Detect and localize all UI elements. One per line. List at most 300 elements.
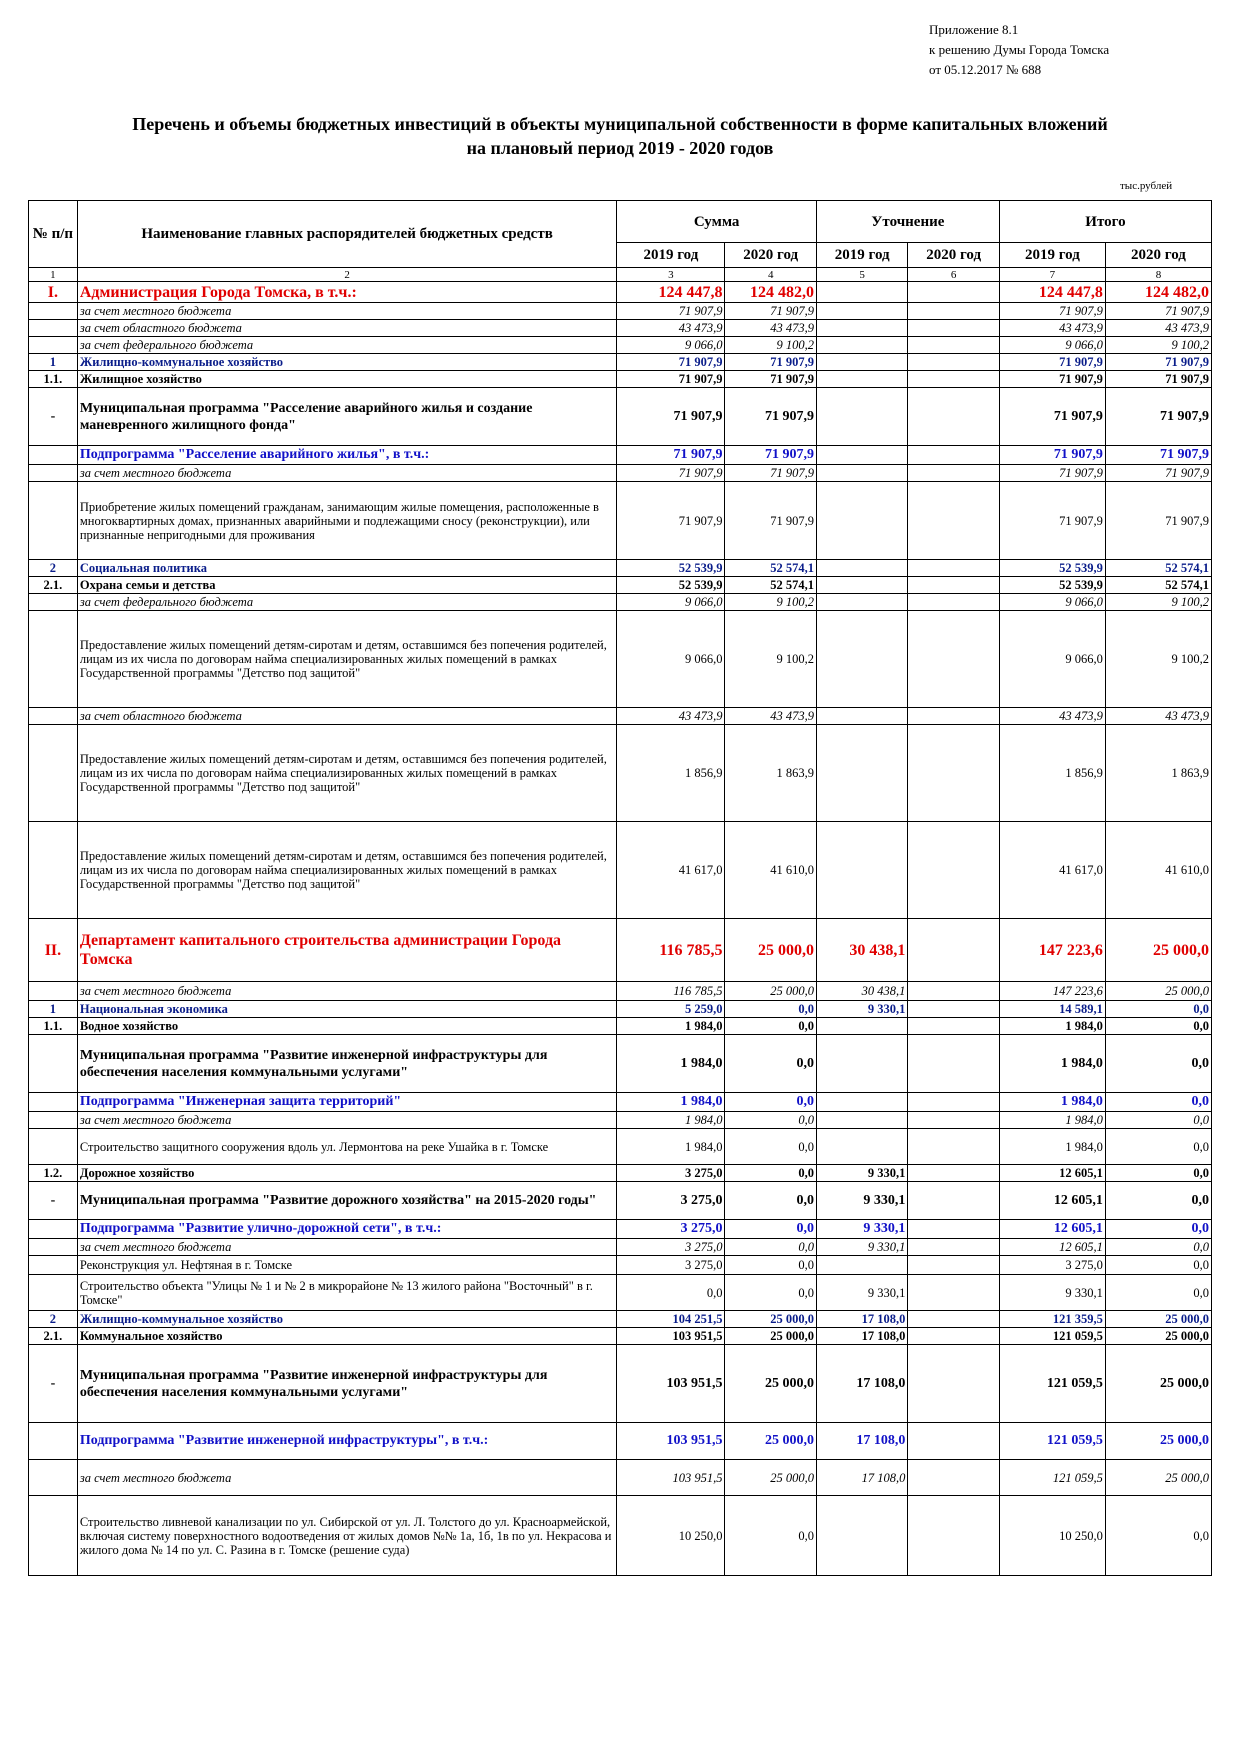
row-number <box>29 1035 78 1093</box>
cell-total-2019: 10 250,0 <box>999 1496 1105 1576</box>
annex-block <box>929 20 1109 80</box>
row-number <box>29 594 78 611</box>
row-name: Водное хозяйство <box>77 1018 617 1035</box>
cell-total-2020: 0,0 <box>1105 1165 1211 1182</box>
cell-sum-2020: 0,0 <box>725 1018 816 1035</box>
cell-clarif-2019: 9 330,1 <box>816 1165 907 1182</box>
cell-total-2020: 0,0 <box>1105 1239 1211 1256</box>
column-number: 5 <box>816 268 907 282</box>
cell-total-2020: 71 907,9 <box>1105 465 1211 482</box>
cell-clarif-2019: 30 438,1 <box>816 919 907 982</box>
cell-sum-2019: 1 984,0 <box>617 1093 725 1112</box>
table-row <box>29 1423 1212 1460</box>
column-number: 6 <box>908 268 999 282</box>
cell-clarif-2019 <box>816 465 907 482</box>
row-name: за счет областного бюджета <box>77 320 617 337</box>
header-year: 2019 год <box>999 243 1105 268</box>
cell-sum-2019: 3 275,0 <box>617 1165 725 1182</box>
table-row <box>29 1220 1212 1239</box>
cell-total-2019: 147 223,6 <box>999 919 1105 982</box>
cell-clarif-2020 <box>908 320 999 337</box>
row-number <box>29 303 78 320</box>
row-name: Предоставление жилых помещений детям-сиротам и детям, оставшимся без попечения родителей, лицам из их числа по договорам найма специализированных жилых помещений в рамках Государственной программы "Детство под защитой" <box>77 725 617 822</box>
table-row <box>29 1256 1212 1275</box>
cell-sum-2019: 71 907,9 <box>617 482 725 560</box>
row-number <box>29 465 78 482</box>
cell-sum-2020: 71 907,9 <box>725 446 816 465</box>
table-row <box>29 354 1212 371</box>
cell-clarif-2019 <box>816 446 907 465</box>
row-number <box>29 320 78 337</box>
row-number: II. <box>29 919 78 982</box>
row-number: - <box>29 388 78 446</box>
row-name: Подпрограмма "Развитие инженерной инфраструктуры", в т.ч.: <box>77 1423 617 1460</box>
row-name: Приобретение жилых помещений гражданам, занимающим жилые помещения, расположенные в многоквартирных домах, признанных аварийными и подлежащими сносу (реконструкции), или признанные непригодными для проживания <box>77 482 617 560</box>
row-name: за счет федерального бюджета <box>77 594 617 611</box>
cell-sum-2020: 0,0 <box>725 1129 816 1165</box>
table-row <box>29 1182 1212 1220</box>
cell-sum-2019: 71 907,9 <box>617 388 725 446</box>
row-name: Муниципальная программа "Развитие инженерной инфраструктуры для обеспечения населения коммунальными услугами" <box>77 1035 617 1093</box>
cell-total-2020: 41 610,0 <box>1105 822 1211 919</box>
cell-sum-2020: 0,0 <box>725 1112 816 1129</box>
cell-sum-2020: 25 000,0 <box>725 1345 816 1423</box>
row-number: 2 <box>29 560 78 577</box>
cell-clarif-2020 <box>908 725 999 822</box>
row-number <box>29 982 78 1001</box>
cell-sum-2020: 25 000,0 <box>725 1311 816 1328</box>
row-number: - <box>29 1345 78 1423</box>
cell-total-2019: 12 605,1 <box>999 1165 1105 1182</box>
cell-sum-2020: 0,0 <box>725 1182 816 1220</box>
header-num <box>29 201 78 268</box>
cell-clarif-2019: 9 330,1 <box>816 1275 907 1311</box>
cell-sum-2019: 103 951,5 <box>617 1423 725 1460</box>
column-number: 4 <box>725 268 816 282</box>
cell-clarif-2020 <box>908 1345 999 1423</box>
cell-total-2019: 147 223,6 <box>999 982 1105 1001</box>
cell-sum-2020: 0,0 <box>725 1165 816 1182</box>
row-number: 1.1. <box>29 371 78 388</box>
table-row <box>29 1496 1212 1576</box>
cell-clarif-2020 <box>908 303 999 320</box>
cell-sum-2019: 5 259,0 <box>617 1001 725 1018</box>
cell-clarif-2020 <box>908 577 999 594</box>
column-number: 2 <box>77 268 617 282</box>
cell-total-2020: 0,0 <box>1105 1001 1211 1018</box>
header-year: 2019 год <box>617 243 725 268</box>
cell-total-2019: 52 539,9 <box>999 560 1105 577</box>
cell-total-2020: 9 100,2 <box>1105 611 1211 708</box>
cell-total-2019: 9 330,1 <box>999 1275 1105 1311</box>
cell-sum-2019: 3 275,0 <box>617 1220 725 1239</box>
cell-clarif-2019 <box>816 577 907 594</box>
cell-clarif-2019: 17 108,0 <box>816 1423 907 1460</box>
cell-total-2019: 121 059,5 <box>999 1345 1105 1423</box>
cell-clarif-2020 <box>908 1275 999 1311</box>
cell-sum-2020: 0,0 <box>725 1496 816 1576</box>
cell-total-2020: 25 000,0 <box>1105 1460 1211 1496</box>
cell-clarif-2020 <box>908 1423 999 1460</box>
row-number: 2.1. <box>29 1328 78 1345</box>
cell-total-2020: 71 907,9 <box>1105 482 1211 560</box>
cell-sum-2019: 71 907,9 <box>617 303 725 320</box>
table-row <box>29 337 1212 354</box>
cell-total-2020: 124 482,0 <box>1105 282 1211 303</box>
cell-total-2020: 43 473,9 <box>1105 708 1211 725</box>
document-title <box>0 112 1240 160</box>
row-name: Предоставление жилых помещений детям-сиротам и детям, оставшимся без попечения родителей, лицам из их числа по договорам найма специализированных жилых помещений в рамках Государственной программы "Детство под защитой" <box>77 611 617 708</box>
cell-sum-2019: 1 984,0 <box>617 1035 725 1093</box>
cell-clarif-2019: 9 330,1 <box>816 1182 907 1220</box>
cell-clarif-2020 <box>908 1129 999 1165</box>
title-line: Перечень и объемы бюджетных инвестиций в объекты муниципальной собственности в форме капитальных вложений <box>132 114 1108 134</box>
cell-clarif-2020 <box>908 708 999 725</box>
cell-sum-2019: 124 447,8 <box>617 282 725 303</box>
cell-sum-2020: 0,0 <box>725 1001 816 1018</box>
row-number <box>29 1112 78 1129</box>
row-number <box>29 446 78 465</box>
cell-clarif-2020 <box>908 465 999 482</box>
cell-clarif-2019: 17 108,0 <box>816 1311 907 1328</box>
table-row <box>29 1345 1212 1423</box>
row-name: Подпрограмма "Развитие улично-дорожной сети", в т.ч.: <box>77 1220 617 1239</box>
row-name: Подпрограмма "Расселение аварийного жилья", в т.ч.: <box>77 446 617 465</box>
cell-sum-2020: 9 100,2 <box>725 594 816 611</box>
cell-sum-2019: 9 066,0 <box>617 337 725 354</box>
row-number: 1.1. <box>29 1018 78 1035</box>
cell-sum-2019: 9 066,0 <box>617 611 725 708</box>
cell-clarif-2020 <box>908 337 999 354</box>
cell-sum-2020: 71 907,9 <box>725 371 816 388</box>
table-row <box>29 1112 1212 1129</box>
table-row <box>29 1311 1212 1328</box>
cell-clarif-2020 <box>908 1165 999 1182</box>
cell-clarif-2020 <box>908 282 999 303</box>
cell-clarif-2019: 9 330,1 <box>816 1220 907 1239</box>
cell-total-2019: 1 984,0 <box>999 1018 1105 1035</box>
row-name: за счет местного бюджета <box>77 303 617 320</box>
cell-sum-2019: 71 907,9 <box>617 354 725 371</box>
annex-line: от 05.12.2017 № 688 <box>929 62 1042 77</box>
investment-table <box>28 200 1212 1576</box>
row-number <box>29 725 78 822</box>
row-name: Предоставление жилых помещений детям-сиротам и детям, оставшимся без попечения родителей, лицам из их числа по договорам найма специализированных жилых помещений в рамках Государственной программы "Детство под защитой" <box>77 822 617 919</box>
row-number: I. <box>29 282 78 303</box>
row-name: Жилищно-коммунальное хозяйство <box>77 1311 617 1328</box>
cell-sum-2019: 3 275,0 <box>617 1182 725 1220</box>
cell-sum-2019: 103 951,5 <box>617 1460 725 1496</box>
cell-clarif-2019 <box>816 560 907 577</box>
row-number <box>29 1129 78 1165</box>
row-name: Строительство защитного сооружения вдоль ул. Лермонтова на реке Ушайка в г. Томске <box>77 1129 617 1165</box>
cell-sum-2020: 71 907,9 <box>725 465 816 482</box>
cell-total-2019: 121 059,5 <box>999 1423 1105 1460</box>
cell-sum-2019: 71 907,9 <box>617 371 725 388</box>
cell-clarif-2020 <box>908 1311 999 1328</box>
cell-sum-2019: 1 984,0 <box>617 1112 725 1129</box>
cell-sum-2019: 10 250,0 <box>617 1496 725 1576</box>
cell-total-2019: 121 359,5 <box>999 1311 1105 1328</box>
cell-clarif-2020 <box>908 1018 999 1035</box>
cell-sum-2020: 0,0 <box>725 1035 816 1093</box>
cell-sum-2019: 116 785,5 <box>617 982 725 1001</box>
table-row <box>29 388 1212 446</box>
cell-total-2019: 14 589,1 <box>999 1001 1105 1018</box>
header-total: Итого <box>999 201 1211 243</box>
cell-total-2020: 71 907,9 <box>1105 303 1211 320</box>
cell-clarif-2020 <box>908 1112 999 1129</box>
table-row <box>29 982 1212 1001</box>
cell-sum-2020: 9 100,2 <box>725 337 816 354</box>
cell-total-2020: 71 907,9 <box>1105 371 1211 388</box>
cell-total-2020: 71 907,9 <box>1105 388 1211 446</box>
cell-sum-2020: 25 000,0 <box>725 1328 816 1345</box>
cell-total-2020: 43 473,9 <box>1105 320 1211 337</box>
cell-clarif-2019 <box>816 1129 907 1165</box>
cell-clarif-2019 <box>816 354 907 371</box>
table-row <box>29 1001 1212 1018</box>
header-year: 2019 год <box>816 243 907 268</box>
cell-clarif-2019 <box>816 725 907 822</box>
cell-clarif-2020 <box>908 1328 999 1345</box>
cell-sum-2019: 103 951,5 <box>617 1345 725 1423</box>
row-name: Муниципальная программа "Развитие инженерной инфраструктуры для обеспечения населения коммунальными услугами" <box>77 1345 617 1423</box>
cell-clarif-2020 <box>908 371 999 388</box>
cell-sum-2019: 41 617,0 <box>617 822 725 919</box>
cell-clarif-2020 <box>908 919 999 982</box>
row-name: Дорожное хозяйство <box>77 1165 617 1182</box>
cell-clarif-2020 <box>908 388 999 446</box>
row-name: Строительство ливневой канализации по ул. Сибирской от ул. Л. Толстого до ул. Красноармейской, включая систему поверхностного водоотведения от жилых домов №№ 1а, 1б, 1в по ул. Некрасова и жилого дома № 14 по ул. С. Разина в г. Томске (решение суда) <box>77 1496 617 1576</box>
cell-total-2020: 9 100,2 <box>1105 337 1211 354</box>
cell-clarif-2020 <box>908 611 999 708</box>
cell-clarif-2019: 9 330,1 <box>816 1239 907 1256</box>
cell-total-2019: 71 907,9 <box>999 465 1105 482</box>
cell-total-2019: 1 984,0 <box>999 1035 1105 1093</box>
row-name: за счет местного бюджета <box>77 1239 617 1256</box>
cell-clarif-2020 <box>908 1256 999 1275</box>
table-row <box>29 1129 1212 1165</box>
table-row <box>29 1093 1212 1112</box>
cell-total-2019: 71 907,9 <box>999 482 1105 560</box>
table-row <box>29 446 1212 465</box>
table-row <box>29 577 1212 594</box>
cell-sum-2019: 9 066,0 <box>617 594 725 611</box>
cell-total-2019: 71 907,9 <box>999 446 1105 465</box>
row-name: Муниципальная программа "Развитие дорожного хозяйства" на 2015-2020 годы" <box>77 1182 617 1220</box>
table-row <box>29 282 1212 303</box>
cell-clarif-2019 <box>816 320 907 337</box>
cell-total-2020: 71 907,9 <box>1105 446 1211 465</box>
header-year: 2020 год <box>725 243 816 268</box>
cell-clarif-2019 <box>816 1035 907 1093</box>
row-number <box>29 1256 78 1275</box>
table-row <box>29 303 1212 320</box>
table-row <box>29 1239 1212 1256</box>
cell-total-2020: 25 000,0 <box>1105 1345 1211 1423</box>
cell-sum-2020: 43 473,9 <box>725 708 816 725</box>
cell-total-2020: 25 000,0 <box>1105 1423 1211 1460</box>
row-number <box>29 1496 78 1576</box>
cell-sum-2020: 25 000,0 <box>725 1423 816 1460</box>
row-number <box>29 482 78 560</box>
cell-clarif-2019 <box>816 303 907 320</box>
annex-line: к решению Думы Города Томска <box>929 42 1110 57</box>
cell-total-2020: 0,0 <box>1105 1256 1211 1275</box>
table-row <box>29 1018 1212 1035</box>
cell-total-2019: 124 447,8 <box>999 282 1105 303</box>
cell-sum-2019: 104 251,5 <box>617 1311 725 1328</box>
cell-total-2020: 25 000,0 <box>1105 982 1211 1001</box>
cell-total-2020: 25 000,0 <box>1105 1328 1211 1345</box>
cell-clarif-2020 <box>908 1496 999 1576</box>
row-number <box>29 1275 78 1311</box>
cell-sum-2020: 43 473,9 <box>725 320 816 337</box>
row-number <box>29 611 78 708</box>
units-label: тыс.рублей <box>1120 180 1173 192</box>
table-row <box>29 708 1212 725</box>
row-number: 1 <box>29 354 78 371</box>
cell-total-2019: 52 539,9 <box>999 577 1105 594</box>
cell-total-2020: 71 907,9 <box>1105 354 1211 371</box>
row-number <box>29 1423 78 1460</box>
row-number <box>29 708 78 725</box>
cell-clarif-2019 <box>816 1093 907 1112</box>
cell-sum-2019: 1 984,0 <box>617 1018 725 1035</box>
table-row <box>29 822 1212 919</box>
header-name: Наименование главных распорядителей бюджетных средств <box>77 201 617 268</box>
cell-total-2020: 0,0 <box>1105 1275 1211 1311</box>
cell-clarif-2020 <box>908 354 999 371</box>
cell-sum-2019: 3 275,0 <box>617 1239 725 1256</box>
header-year: 2020 год <box>1105 243 1211 268</box>
cell-clarif-2020 <box>908 1239 999 1256</box>
cell-sum-2020: 71 907,9 <box>725 354 816 371</box>
cell-sum-2020: 0,0 <box>725 1239 816 1256</box>
row-number <box>29 1093 78 1112</box>
cell-total-2020: 0,0 <box>1105 1112 1211 1129</box>
row-number: - <box>29 1182 78 1220</box>
table-row <box>29 1460 1212 1496</box>
cell-clarif-2019 <box>816 1256 907 1275</box>
row-name: за счет местного бюджета <box>77 465 617 482</box>
cell-total-2020: 0,0 <box>1105 1018 1211 1035</box>
row-number <box>29 1460 78 1496</box>
cell-sum-2020: 0,0 <box>725 1275 816 1311</box>
cell-total-2020: 0,0 <box>1105 1182 1211 1220</box>
table-row <box>29 482 1212 560</box>
cell-sum-2019: 52 539,9 <box>617 560 725 577</box>
cell-sum-2020: 71 907,9 <box>725 303 816 320</box>
header-sum: Сумма <box>617 201 817 243</box>
column-number: 1 <box>29 268 78 282</box>
row-name: Реконструкция ул. Нефтяная в г. Томске <box>77 1256 617 1275</box>
annex-line: Приложение 8.1 <box>929 22 1019 37</box>
cell-clarif-2020 <box>908 560 999 577</box>
column-numbers-row <box>29 268 1212 282</box>
cell-clarif-2019: 9 330,1 <box>816 1001 907 1018</box>
cell-sum-2020: 41 610,0 <box>725 822 816 919</box>
cell-total-2019: 3 275,0 <box>999 1256 1105 1275</box>
row-name: Социальная политика <box>77 560 617 577</box>
column-number: 3 <box>617 268 725 282</box>
row-number <box>29 1220 78 1239</box>
cell-total-2019: 1 856,9 <box>999 725 1105 822</box>
cell-total-2019: 9 066,0 <box>999 594 1105 611</box>
row-name: за счет федерального бюджета <box>77 337 617 354</box>
cell-sum-2020: 71 907,9 <box>725 482 816 560</box>
cell-sum-2019: 1 984,0 <box>617 1129 725 1165</box>
cell-clarif-2019 <box>816 482 907 560</box>
cell-sum-2019: 43 473,9 <box>617 708 725 725</box>
row-name: за счет областного бюджета <box>77 708 617 725</box>
cell-clarif-2020 <box>908 1035 999 1093</box>
row-name: Жилищно-коммунальное хозяйство <box>77 354 617 371</box>
cell-clarif-2019 <box>816 822 907 919</box>
table-row <box>29 611 1212 708</box>
cell-sum-2020: 1 863,9 <box>725 725 816 822</box>
cell-sum-2020: 25 000,0 <box>725 1460 816 1496</box>
cell-sum-2019: 0,0 <box>617 1275 725 1311</box>
cell-clarif-2019 <box>816 594 907 611</box>
table-row <box>29 1035 1212 1093</box>
cell-clarif-2019 <box>816 708 907 725</box>
row-number <box>29 822 78 919</box>
cell-clarif-2019: 17 108,0 <box>816 1345 907 1423</box>
row-name: за счет местного бюджета <box>77 982 617 1001</box>
table-row <box>29 1328 1212 1345</box>
row-number: 2.1. <box>29 577 78 594</box>
cell-total-2020: 25 000,0 <box>1105 919 1211 982</box>
cell-total-2020: 0,0 <box>1105 1093 1211 1112</box>
cell-sum-2019: 52 539,9 <box>617 577 725 594</box>
cell-total-2020: 9 100,2 <box>1105 594 1211 611</box>
cell-sum-2020: 124 482,0 <box>725 282 816 303</box>
cell-total-2020: 1 863,9 <box>1105 725 1211 822</box>
table-row <box>29 1165 1212 1182</box>
header-clarification: Уточнение <box>816 201 999 243</box>
cell-total-2019: 41 617,0 <box>999 822 1105 919</box>
cell-clarif-2019 <box>816 611 907 708</box>
table-row <box>29 320 1212 337</box>
cell-clarif-2020 <box>908 1460 999 1496</box>
cell-total-2020: 0,0 <box>1105 1129 1211 1165</box>
cell-clarif-2020 <box>908 1093 999 1112</box>
cell-sum-2019: 43 473,9 <box>617 320 725 337</box>
cell-sum-2019: 116 785,5 <box>617 919 725 982</box>
cell-total-2019: 12 605,1 <box>999 1182 1105 1220</box>
column-number: 8 <box>1105 268 1211 282</box>
cell-clarif-2020 <box>908 446 999 465</box>
cell-total-2019: 12 605,1 <box>999 1220 1105 1239</box>
row-name: Жилищное хозяйство <box>77 371 617 388</box>
table-row <box>29 371 1212 388</box>
cell-clarif-2019 <box>816 388 907 446</box>
cell-sum-2019: 103 951,5 <box>617 1328 725 1345</box>
cell-total-2019: 12 605,1 <box>999 1239 1105 1256</box>
cell-clarif-2019 <box>816 337 907 354</box>
cell-sum-2020: 52 574,1 <box>725 560 816 577</box>
table-row <box>29 1275 1212 1311</box>
cell-clarif-2019: 30 438,1 <box>816 982 907 1001</box>
row-name: Департамент капитального строительства администрации Города Томска <box>77 919 617 982</box>
cell-sum-2019: 71 907,9 <box>617 446 725 465</box>
table-row <box>29 725 1212 822</box>
cell-total-2020: 25 000,0 <box>1105 1311 1211 1328</box>
row-name: Строительство объекта "Улицы № 1 и № 2 в микрорайоне № 13 жилого района "Восточный" в г. Томске" <box>77 1275 617 1311</box>
cell-sum-2020: 25 000,0 <box>725 919 816 982</box>
